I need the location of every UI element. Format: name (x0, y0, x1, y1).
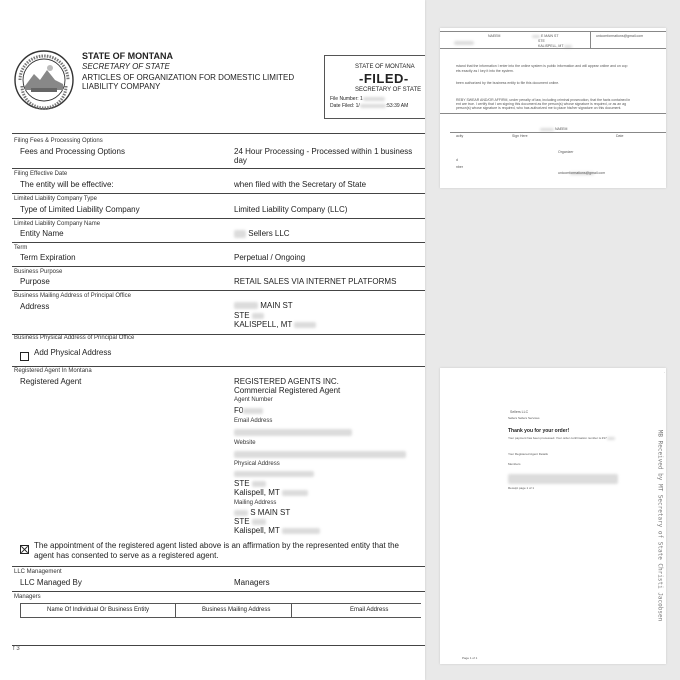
receipt-page (440, 368, 666, 664)
managers-col-name: Name Of Individual Or Business Entity (47, 607, 150, 613)
agent-type: Commercial Registered Agent (234, 386, 341, 395)
agent-mailing-label: Mailing Address (234, 500, 277, 506)
llc-type-section-title: Limited Liability Company Type (14, 196, 97, 202)
registered-agent-label: Registered Agent (20, 377, 82, 386)
agent-physical-line-2: STE (234, 479, 266, 488)
stamp-state: STATE OF MONTANA (355, 64, 415, 70)
agent-mailing-line-3: Kalispell, MT (234, 526, 320, 535)
agent-email-label: Email Address (234, 418, 273, 424)
right-col-sign-here: Sign Here (512, 134, 528, 138)
right-para-2: been authorized by the business entity to file this document online. (456, 81, 560, 85)
filed-stamp (324, 55, 425, 119)
add-physical-address-label: Add Physical Address (34, 348, 112, 357)
right-para-1b: ets exactly as I key it into the system. (456, 69, 514, 73)
agent-physical-label: Physical Address (234, 461, 280, 467)
agent-mailing-line-1: S MAIN ST (234, 508, 290, 517)
agent-number-value: F0 (234, 406, 263, 415)
term-value: Perpetual / Ongoing (234, 253, 306, 262)
right-para-3c: person(s) whose signature is required, who has authorized me to place his/her signature on this document. (456, 106, 622, 110)
agent-website-label: Website (234, 440, 256, 446)
right-addr-ste: STE (538, 39, 545, 43)
right-dot: . (664, 370, 665, 374)
receipt-members: Members (508, 462, 521, 466)
secretary-received-stamp (650, 398, 662, 658)
header-secretary: SECRETARY OF STATE (82, 62, 170, 71)
physical-section-title: Business Physical Address of Principal Office (14, 335, 135, 341)
entity-name-value: Sellers LLC (234, 229, 290, 238)
checked-box-icon[interactable] (20, 545, 29, 554)
managers-col-email: Email Address (350, 607, 389, 613)
right-email: unicomformations@gmail.com (596, 34, 644, 38)
fees-section-title: Filing Fees & Processing Options (14, 138, 103, 144)
right-name-fragment: NAEEM (488, 34, 501, 38)
stamp-secretary: SECRETARY OF STATE (355, 87, 422, 93)
managers-col-address: Business Mailing Address (202, 607, 271, 613)
mailing-section-title: Business Mailing Address of Principal Office (14, 293, 131, 299)
agent-email-value (234, 429, 352, 436)
right-addr-city: KALISPELL, MT (538, 44, 572, 48)
fees-label: Fees and Processing Options (20, 147, 125, 156)
page-footer: f 3 (13, 646, 20, 652)
entity-name-label: Entity Name (20, 229, 64, 238)
effective-label: The entity will be effective: (20, 180, 114, 189)
receipt-agent-details: Your Registered Agent Details (508, 452, 548, 456)
header-doc-title-1: ARTICLES OF ORGANIZATION FOR DOMESTIC LIMITED (82, 73, 295, 82)
right-row-label-1: d (456, 158, 458, 162)
fees-value: 24 Hour Processing - Processed within 1 business day (234, 147, 413, 165)
receipt-page-number: Page 1 of 1 (462, 656, 478, 660)
stamp-date-filed: Date Filed: 1/ :53:39 AM (330, 103, 409, 109)
agent-physical-line-3: Kalispell, MT (234, 488, 308, 497)
right-row-email: unicomformations@gmail.com (558, 171, 606, 175)
agent-number-label: Agent Number (234, 397, 273, 403)
receipt-footer: Receipt page 1 of 1 (508, 486, 535, 490)
management-section-title: LLC Management (14, 569, 62, 575)
effective-value: when filed with the Secretary of State (234, 180, 367, 189)
right-para-3b: ent are true. I certify that I am signing this document as the person(s) whose signature is required, or as an ag (456, 102, 627, 106)
term-label: Term Expiration (20, 253, 76, 262)
stamp-file-number: File Number: 1 (330, 96, 385, 102)
term-section-title: Term (14, 245, 28, 251)
right-para-1: rstand that the information I enter into the online system is public information and will appear online and on cop (456, 64, 628, 68)
right-organizer: Organizer (558, 150, 574, 154)
purpose-label: Purpose (20, 277, 50, 286)
stamp-filed: -FILED- (359, 71, 409, 86)
receipt-thanks: Thank you for your order! (508, 428, 570, 434)
header-doc-title-2: LIABILITY COMPANY (82, 82, 161, 91)
mailing-line-1: MAIN ST (234, 301, 293, 310)
agent-website-value (234, 451, 406, 458)
managed-by-label: LLC Managed By (20, 578, 82, 587)
header-state: STATE OF MONTANA (82, 51, 173, 61)
right-col-date: Date (616, 134, 624, 138)
montana-seal-icon (14, 50, 74, 110)
affirmation-checkbox[interactable] (20, 541, 29, 559)
right-col-capacity: acity (456, 134, 464, 138)
effective-section-title: Filing Effective Date (14, 171, 68, 177)
signature-page (440, 28, 666, 188)
receipt-from: Sellers LLC (510, 410, 529, 414)
agent-name: REGISTERED AGENTS INC. (234, 377, 339, 386)
agent-mailing-line-2: STE (234, 517, 266, 526)
llc-type-value: Limited Liability Company (LLC) (234, 205, 348, 214)
add-physical-address-checkbox[interactable] (20, 348, 29, 366)
mailing-address-label: Address (20, 302, 50, 311)
receipt-confirmation: Your payment has been processed. Your order confirmation number is #17 (508, 436, 615, 440)
llc-name-section-title: Limited Liability Company Name (14, 221, 101, 227)
receipt-sub: Sellers Sellers Services (508, 416, 540, 420)
purpose-value: RETAIL SALES VIA INTERNET PLATFORMS (234, 277, 397, 286)
right-row-label-2: nber (456, 165, 464, 169)
llc-type-label: Type of Limited Liability Company (20, 205, 140, 214)
affirmation-text: The appointment of the registered agent listed above is an affirmation by the represented entity that the agent has consented to serve as a registered agent. (34, 541, 399, 560)
agent-section-title: Registered Agent In Montana (14, 368, 92, 374)
mailing-line-3: KALISPELL, MT (234, 320, 316, 329)
managed-by-value: Managers (234, 578, 270, 587)
purpose-section-title: Business Purpose (14, 269, 63, 275)
right-addr-line-1: E MAIN ST (532, 34, 559, 38)
managers-table-header (20, 603, 421, 618)
right-signature-name: NAEEM (540, 127, 567, 131)
side-stamp-text: MB Received by MT Secretary of State Christi Jacobsen (656, 429, 664, 622)
managers-section-title: Managers (14, 594, 41, 600)
agent-physical-line-1 (234, 471, 314, 477)
right-para-3: REBY SWEAR AND/OR AFFIRM, under penalty of law, including criminal prosecution, that the facts contained in (456, 98, 631, 102)
mailing-line-2: STE (234, 311, 264, 320)
checkbox-icon[interactable] (20, 352, 29, 361)
